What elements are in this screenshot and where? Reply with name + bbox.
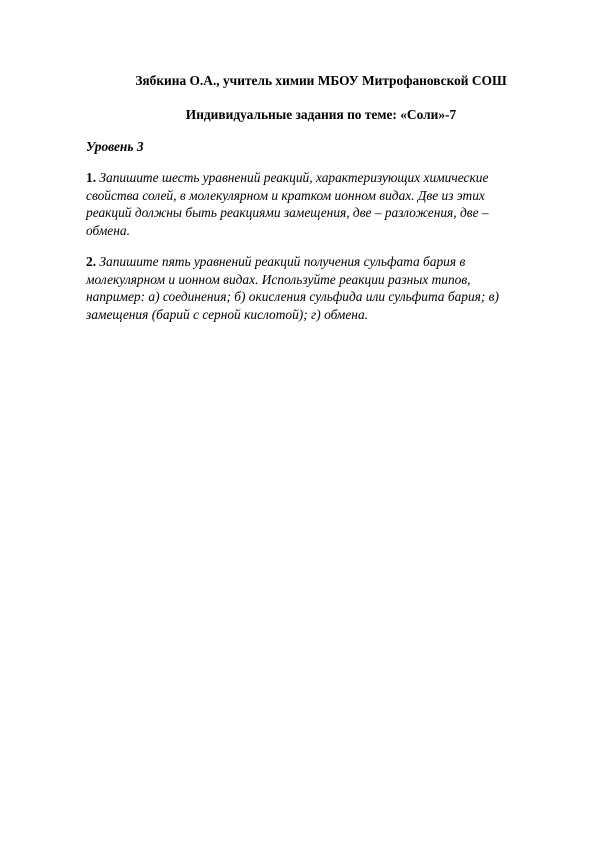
task-2-text-line-3: например: а) соединения; б) окисления сульфида или сульфита бария; в) [86, 289, 499, 305]
task-1-text-line-4: обмена. [86, 222, 130, 238]
task-2-number: 2. [86, 254, 97, 269]
task-2-text-line-4: замещения (барий с серной кислотой); г) обмена. [86, 306, 368, 322]
level-heading: Уровень 3 [86, 139, 144, 154]
task-2-line-1 [86, 253, 546, 271]
task-1-line-1 [86, 169, 546, 187]
task-1-text-line-1: Запишите шесть уравнений реакций, характеризующих химические [96, 170, 489, 185]
author-line: Зябкина О.А., учитель химии МБОУ Митрофановской СОШ [135, 73, 507, 88]
task-2-text-line-1: Запишите пять уравнений реакций получения сульфата бария в [96, 254, 466, 269]
task-1-text-line-2: свойства солей, в молекулярном и кратком ионном видах. Две из этих [86, 187, 485, 203]
document-title: Индивидуальные задания по теме: «Соли»-7 [185, 107, 457, 122]
task-2-text-line-2: молекулярном и ионном видах. Используйте реакции разных типов, [86, 271, 471, 287]
task-2 [86, 253, 546, 323]
task-1-text-line-3: реакций должны быть реакциями замещения, две – разложения, две – [86, 205, 489, 221]
task-1-number: 1. [86, 170, 97, 185]
task-1 [86, 169, 546, 239]
